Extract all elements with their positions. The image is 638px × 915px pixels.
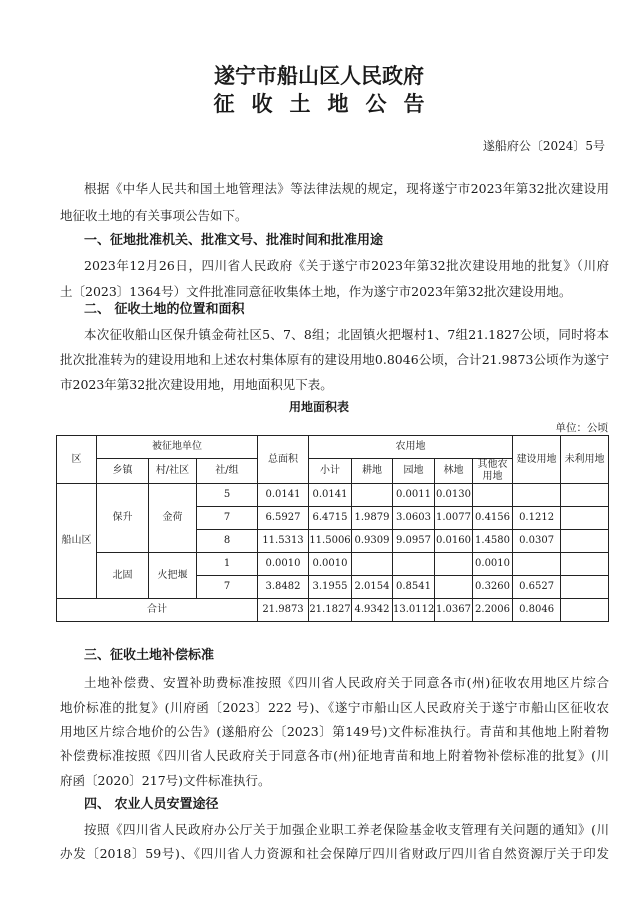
arable-cell: 2.0154 bbox=[352, 576, 393, 599]
subtotal-cell: 11.5006 bbox=[309, 530, 352, 553]
construction-cell: 0.8046 bbox=[513, 599, 561, 622]
unused-cell bbox=[561, 599, 609, 622]
group-cell: 8 bbox=[197, 530, 258, 553]
garden-cell bbox=[393, 553, 435, 576]
section4-line-2: 办发〔2018〕59号)、《四川省人力资源和社会保障厅四川省财政厅四川省自然资源厅关于印发 bbox=[60, 846, 609, 861]
header-other-agri: 其他农用地 bbox=[473, 459, 513, 484]
section4-heading: 四、 农业人员安置途径 bbox=[84, 797, 219, 812]
subtotal-cell: 0.0141 bbox=[309, 484, 352, 507]
header-arable: 耕地 bbox=[352, 459, 393, 484]
unused-cell bbox=[561, 576, 609, 599]
header-forest: 林地 bbox=[435, 459, 473, 484]
section3-line-3: 用地区片综合地价的公告》(遂船府公〔2023〕第149号)文件标准执行。青苗和其他地上附着物 bbox=[60, 724, 609, 739]
total-cell: 21.9873 bbox=[258, 599, 309, 622]
section3-line-5: 府函〔2020〕217号)文件标准执行。 bbox=[60, 773, 271, 788]
arable-cell: 0.9309 bbox=[352, 530, 393, 553]
totals-label: 合计 bbox=[57, 599, 258, 622]
header-construction: 建设用地 bbox=[513, 436, 561, 484]
section3-line-4: 补偿费标准按照《四川省人民政府关于同意各市(州)征地青苗和地上附着物补偿标准的批复》(川 bbox=[60, 748, 609, 763]
intro-line-2: 地征收土地的有关事项公告如下。 bbox=[60, 208, 248, 223]
group-cell: 5 bbox=[197, 484, 258, 507]
header-unused: 未利用地 bbox=[561, 436, 609, 484]
other-agri-cell bbox=[473, 484, 513, 507]
forest-cell bbox=[435, 553, 473, 576]
notice-title: 征收土地公告 bbox=[213, 92, 442, 116]
construction-cell: 0.0307 bbox=[513, 530, 561, 553]
header-garden: 园地 bbox=[393, 459, 435, 484]
section1-line-2: 土〔2023〕1364号）文件批准同意征收集体土地，作为遂宁市2023年第32批次建设用地。 bbox=[60, 284, 572, 299]
group-cell: 1 bbox=[197, 553, 258, 576]
garden-cell: 13.0112 bbox=[393, 599, 435, 622]
section3-line-1: 土地补偿费、安置补助费标准按照《四川省人民政府关于同意各市(州)征收农用地区片综合 bbox=[84, 675, 609, 690]
arable-cell: 1.9879 bbox=[352, 507, 393, 530]
other-agri-cell: 0.0010 bbox=[473, 553, 513, 576]
town-cell: 保升 bbox=[97, 484, 149, 553]
construction-cell bbox=[513, 484, 561, 507]
group-cell: 7 bbox=[197, 576, 258, 599]
forest-cell: 1.0077 bbox=[435, 507, 473, 530]
subtotal-cell: 6.4715 bbox=[309, 507, 352, 530]
unused-cell bbox=[561, 484, 609, 507]
header-total: 总面积 bbox=[258, 436, 309, 484]
village-cell: 金荷 bbox=[149, 484, 197, 553]
table-row bbox=[57, 484, 609, 507]
total-cell: 6.5927 bbox=[258, 507, 309, 530]
header-town: 乡镇 bbox=[97, 459, 149, 484]
header-agri-group: 农用地 bbox=[309, 436, 513, 459]
document-number: 遂船府公〔2024〕5号 bbox=[482, 139, 605, 153]
table-row bbox=[57, 553, 609, 576]
subtotal-cell: 3.1955 bbox=[309, 576, 352, 599]
section3-line-2: 地价标准的批复》(川府函〔2023〕222 号)、《遂宁市船山区人民政府关于遂宁市船山区征收农 bbox=[60, 700, 609, 715]
garden-cell: 0.8541 bbox=[393, 576, 435, 599]
header-group: 社/组 bbox=[197, 459, 258, 484]
section2-line-3: 市2023年第32批次建设用地，用地面积见下表。 bbox=[60, 377, 333, 392]
land-area-table bbox=[56, 435, 609, 622]
garden-cell: 0.0011 bbox=[393, 484, 435, 507]
section2-line-2: 批次批准转为的建设用地和上述农村集体原有的建设用地0.8046公顷，合计21.9873公顷作为遂宁 bbox=[60, 352, 609, 367]
arable-cell bbox=[352, 553, 393, 576]
construction-cell bbox=[513, 553, 561, 576]
subtotal-cell: 21.1827 bbox=[309, 599, 352, 622]
header-subtotal: 小计 bbox=[309, 459, 352, 484]
construction-cell: 0.1212 bbox=[513, 507, 561, 530]
town-cell: 北固 bbox=[97, 553, 149, 599]
arable-cell bbox=[352, 484, 393, 507]
section1-heading: 一、征地批准机关、批准文号、批准时间和批准用途 bbox=[84, 233, 384, 248]
unused-cell bbox=[561, 507, 609, 530]
unused-cell bbox=[561, 553, 609, 576]
construction-cell: 0.6527 bbox=[513, 576, 561, 599]
village-cell: 火把堰 bbox=[149, 553, 197, 599]
arable-cell: 4.9342 bbox=[352, 599, 393, 622]
garden-cell: 3.0603 bbox=[393, 507, 435, 530]
forest-cell bbox=[435, 576, 473, 599]
other-agri-cell: 0.4156 bbox=[473, 507, 513, 530]
other-agri-cell: 0.3260 bbox=[473, 576, 513, 599]
section1-line-1: 2023年12月26日，四川省人民政府《关于遂宁市2023年第32批次建设用地的批复》（川府 bbox=[84, 258, 609, 273]
other-agri-cell: 1.4580 bbox=[473, 530, 513, 553]
unused-cell bbox=[561, 530, 609, 553]
table-unit: 单位：公顷 bbox=[555, 422, 608, 434]
forest-cell: 1.0367 bbox=[435, 599, 473, 622]
total-cell: 3.8482 bbox=[258, 576, 309, 599]
totals-row bbox=[57, 599, 609, 622]
total-cell: 11.5313 bbox=[258, 530, 309, 553]
group-cell: 7 bbox=[197, 507, 258, 530]
other-agri-cell: 2.2006 bbox=[473, 599, 513, 622]
forest-cell: 0.0160 bbox=[435, 530, 473, 553]
section4-line-1: 按照《四川省人民政府办公厅关于加强企业职工养老保险基金收支管理有关问题的通知》(川 bbox=[84, 822, 609, 837]
total-cell: 0.0141 bbox=[258, 484, 309, 507]
subtotal-cell: 0.0010 bbox=[309, 553, 352, 576]
header-row-1 bbox=[57, 436, 609, 459]
section2-line-1: 本次征收船山区保升镇金荷社区5、7、8组；北固镇火把堰村1、7组21.1827公顷，同时将本 bbox=[84, 327, 609, 342]
garden-cell: 9.0957 bbox=[393, 530, 435, 553]
table-title: 用地面积表 bbox=[288, 400, 349, 414]
section2-heading: 二、 征收土地的位置和面积 bbox=[84, 302, 245, 317]
total-cell: 0.0010 bbox=[258, 553, 309, 576]
header-village: 村/社区 bbox=[149, 459, 197, 484]
intro-line-1: 根据《中华人民共和国土地管理法》等法律法规的规定，现将遂宁市2023年第32批次建设用 bbox=[84, 181, 609, 196]
header-unit-group: 被征地单位 bbox=[97, 436, 258, 459]
district-cell: 船山区 bbox=[57, 484, 97, 599]
section3-heading: 三、征收土地补偿标准 bbox=[84, 648, 215, 663]
header-district: 区 bbox=[57, 436, 97, 484]
issuer-title: 遂宁市船山区人民政府 bbox=[214, 64, 424, 88]
forest-cell: 0.0130 bbox=[435, 484, 473, 507]
